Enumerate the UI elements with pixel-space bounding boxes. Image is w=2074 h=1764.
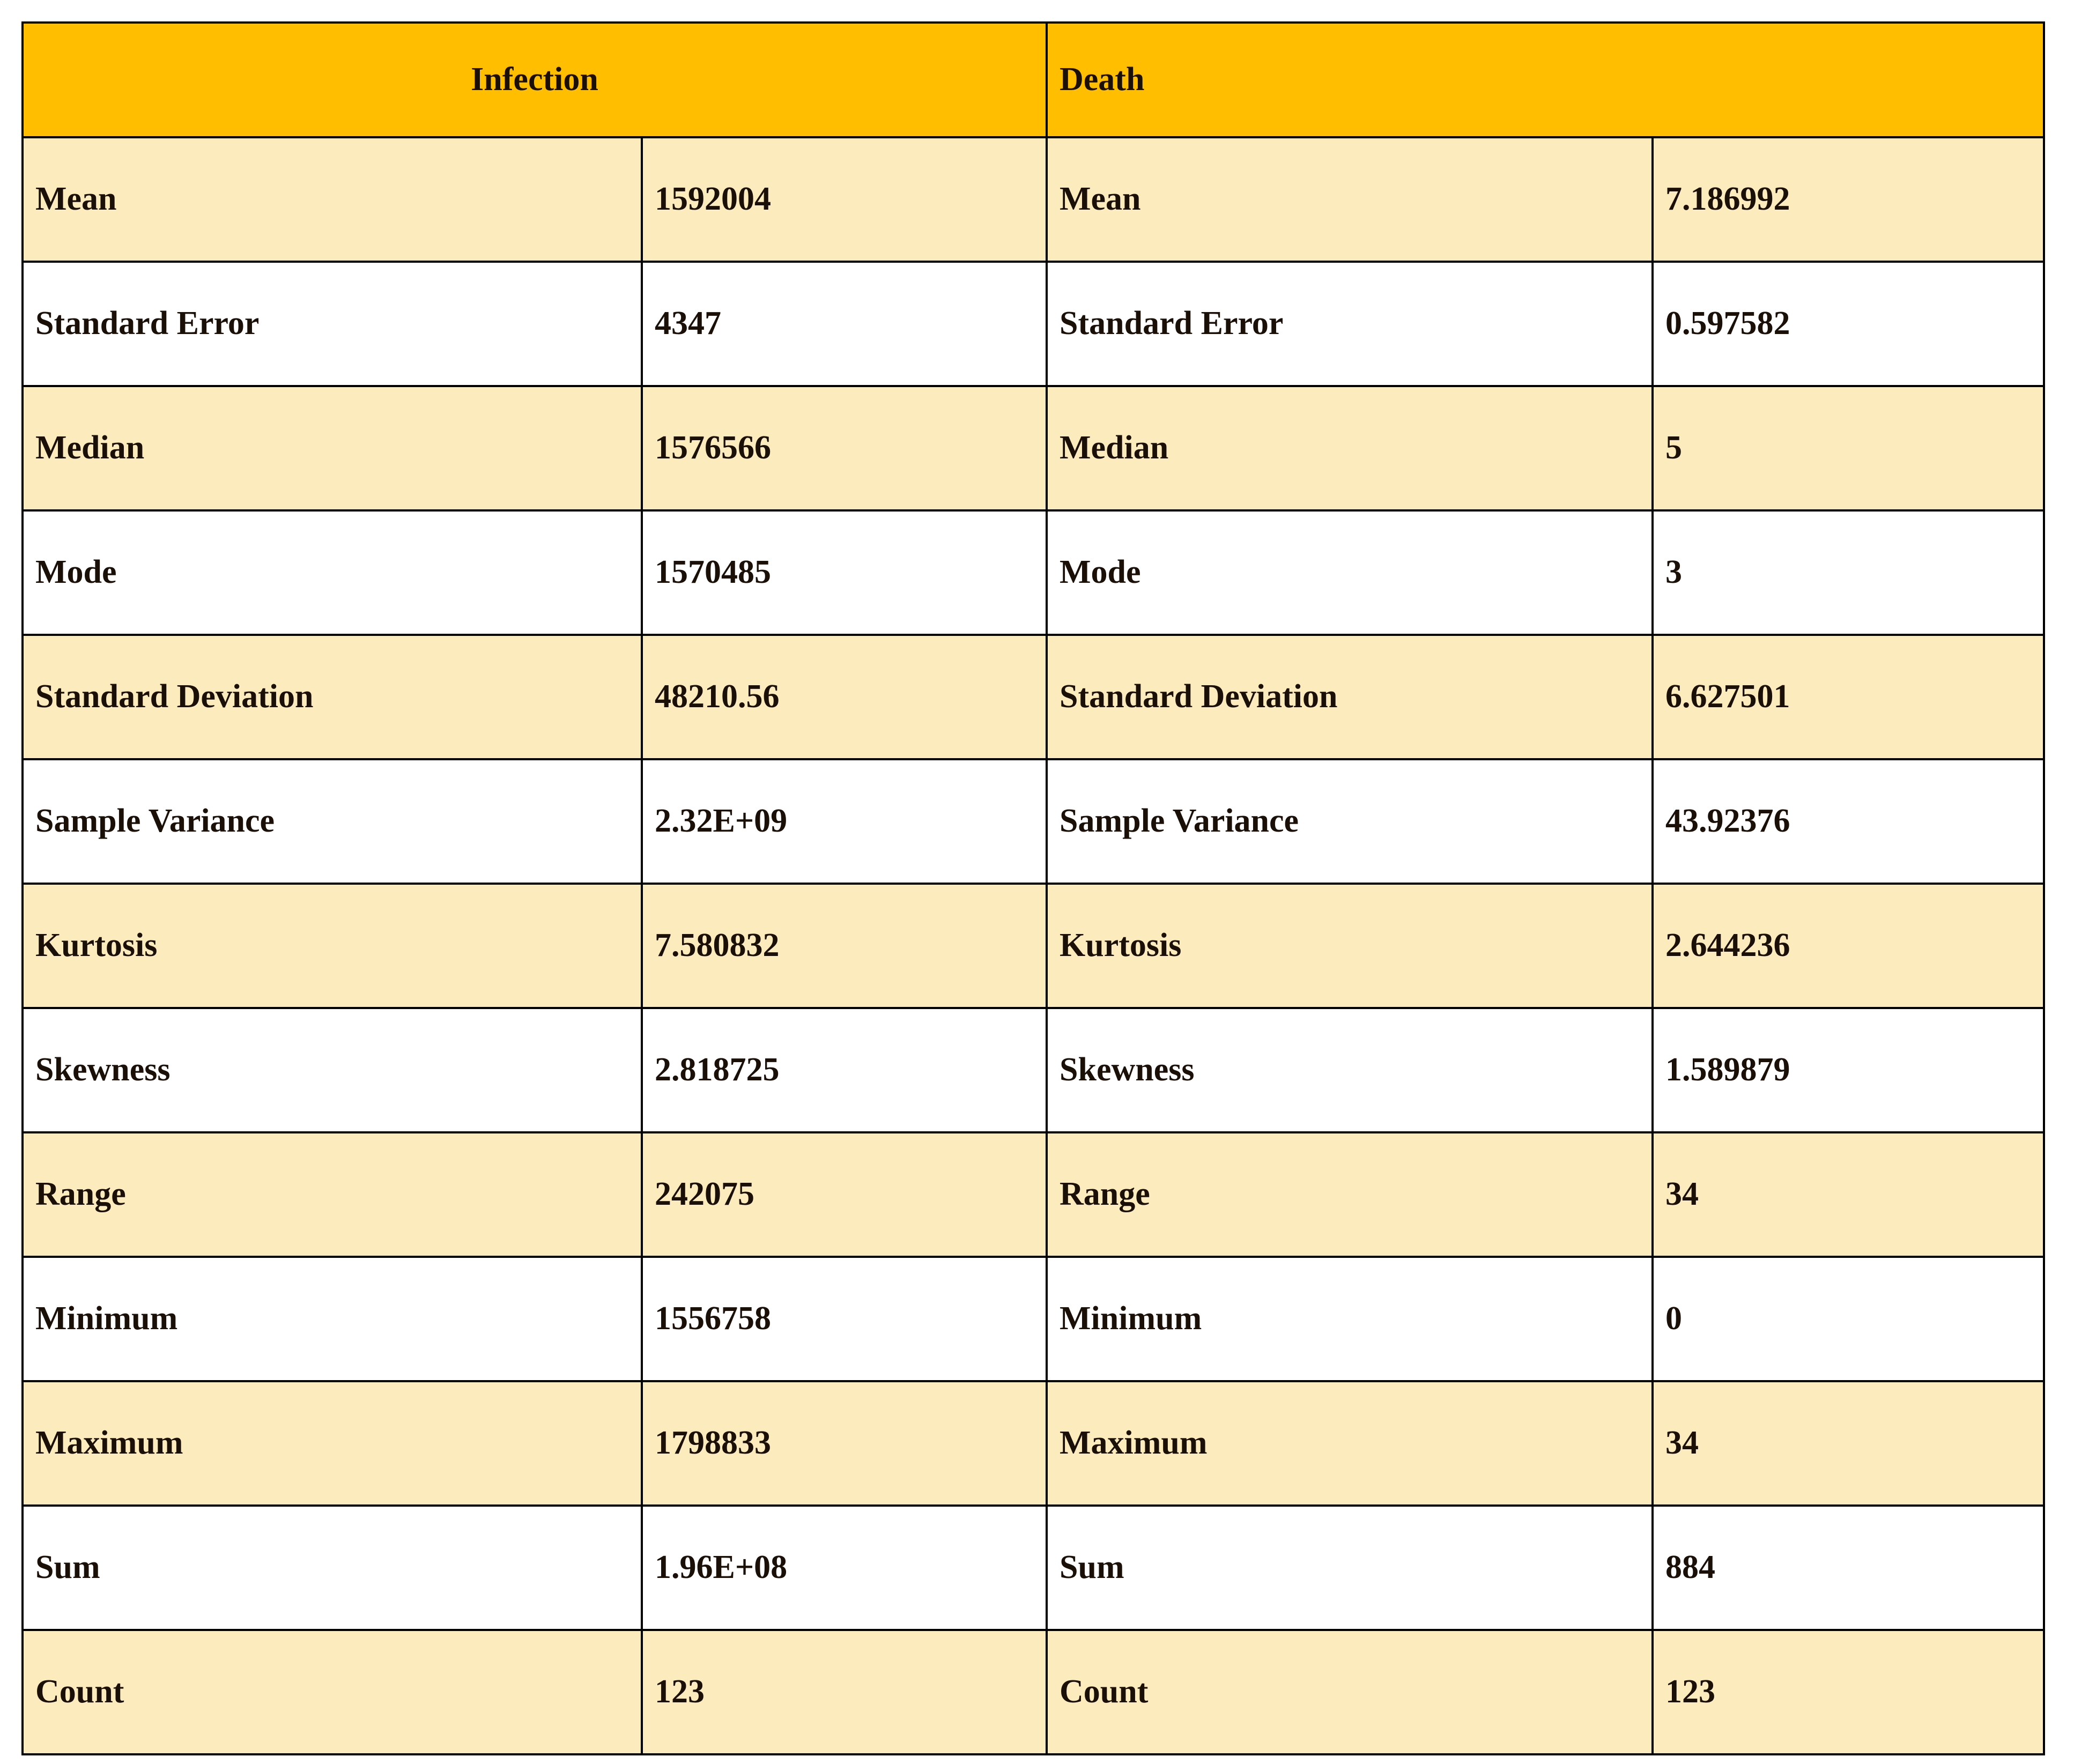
death-stat-label: Mode — [1047, 510, 1653, 635]
column-header-infection: Infection — [23, 23, 1047, 137]
death-stat-value: 0.597582 — [1653, 262, 2044, 386]
death-stat-value: 5 — [1653, 386, 2044, 510]
infection-stat-value: 123 — [642, 1630, 1047, 1754]
infection-stat-label: Mode — [23, 510, 642, 635]
death-stat-value: 6.627501 — [1653, 635, 2044, 759]
table-row — [23, 1381, 2044, 1506]
descriptive-statistics-table — [21, 21, 2045, 1755]
infection-stat-value: 242075 — [642, 1132, 1047, 1257]
death-stat-label: Maximum — [1047, 1381, 1653, 1506]
infection-stat-value: 1576566 — [642, 386, 1047, 510]
table-body — [23, 137, 2044, 1754]
table-row — [23, 635, 2044, 759]
death-stat-label: Range — [1047, 1132, 1653, 1257]
infection-stat-label: Mean — [23, 137, 642, 262]
death-stat-value: 34 — [1653, 1132, 2044, 1257]
death-stat-label: Mean — [1047, 137, 1653, 262]
death-stat-label: Count — [1047, 1630, 1653, 1754]
table-header — [23, 23, 2044, 137]
infection-stat-value: 1592004 — [642, 137, 1047, 262]
infection-stat-label: Sum — [23, 1506, 642, 1630]
table-row — [23, 1008, 2044, 1132]
infection-stat-value: 1.96E+08 — [642, 1506, 1047, 1630]
infection-stat-value: 1570485 — [642, 510, 1047, 635]
infection-stat-value: 2.32E+09 — [642, 759, 1047, 884]
infection-stat-label: Standard Error — [23, 262, 642, 386]
infection-stat-label: Range — [23, 1132, 642, 1257]
table-row — [23, 386, 2044, 510]
death-stat-label: Minimum — [1047, 1257, 1653, 1381]
death-stat-label: Sample Variance — [1047, 759, 1653, 884]
infection-stat-value: 48210.56 — [642, 635, 1047, 759]
infection-stat-value: 2.818725 — [642, 1008, 1047, 1132]
death-stat-value: 2.644236 — [1653, 884, 2044, 1008]
death-stat-value: 0 — [1653, 1257, 2044, 1381]
table-row — [23, 262, 2044, 386]
infection-stat-value: 4347 — [642, 262, 1047, 386]
death-stat-label: Sum — [1047, 1506, 1653, 1630]
table-row — [23, 137, 2044, 262]
death-stat-value: 43.92376 — [1653, 759, 2044, 884]
death-stat-value: 3 — [1653, 510, 2044, 635]
infection-stat-label: Count — [23, 1630, 642, 1754]
infection-stat-value: 1556758 — [642, 1257, 1047, 1381]
death-stat-label: Median — [1047, 386, 1653, 510]
table-row — [23, 759, 2044, 884]
death-stat-label: Standard Deviation — [1047, 635, 1653, 759]
death-stat-label: Skewness — [1047, 1008, 1653, 1132]
infection-stat-label: Maximum — [23, 1381, 642, 1506]
death-stat-value: 34 — [1653, 1381, 2044, 1506]
infection-stat-label: Skewness — [23, 1008, 642, 1132]
infection-stat-label: Sample Variance — [23, 759, 642, 884]
table-row — [23, 1257, 2044, 1381]
table-row — [23, 884, 2044, 1008]
death-stat-label: Standard Error — [1047, 262, 1653, 386]
table-row — [23, 1132, 2044, 1257]
infection-stat-label: Median — [23, 386, 642, 510]
table-row — [23, 510, 2044, 635]
infection-stat-label: Standard Deviation — [23, 635, 642, 759]
table-row — [23, 1630, 2044, 1754]
infection-stat-label: Minimum — [23, 1257, 642, 1381]
infection-stat-label: Kurtosis — [23, 884, 642, 1008]
death-stat-value: 1.589879 — [1653, 1008, 2044, 1132]
infection-stat-value: 7.580832 — [642, 884, 1047, 1008]
death-stat-label: Kurtosis — [1047, 884, 1653, 1008]
column-header-death: Death — [1047, 23, 2044, 137]
death-stat-value: 884 — [1653, 1506, 2044, 1630]
death-stat-value: 123 — [1653, 1630, 2044, 1754]
table-row — [23, 1506, 2044, 1630]
header-row — [23, 23, 2044, 137]
death-stat-value: 7.186992 — [1653, 137, 2044, 262]
infection-stat-value: 1798833 — [642, 1381, 1047, 1506]
